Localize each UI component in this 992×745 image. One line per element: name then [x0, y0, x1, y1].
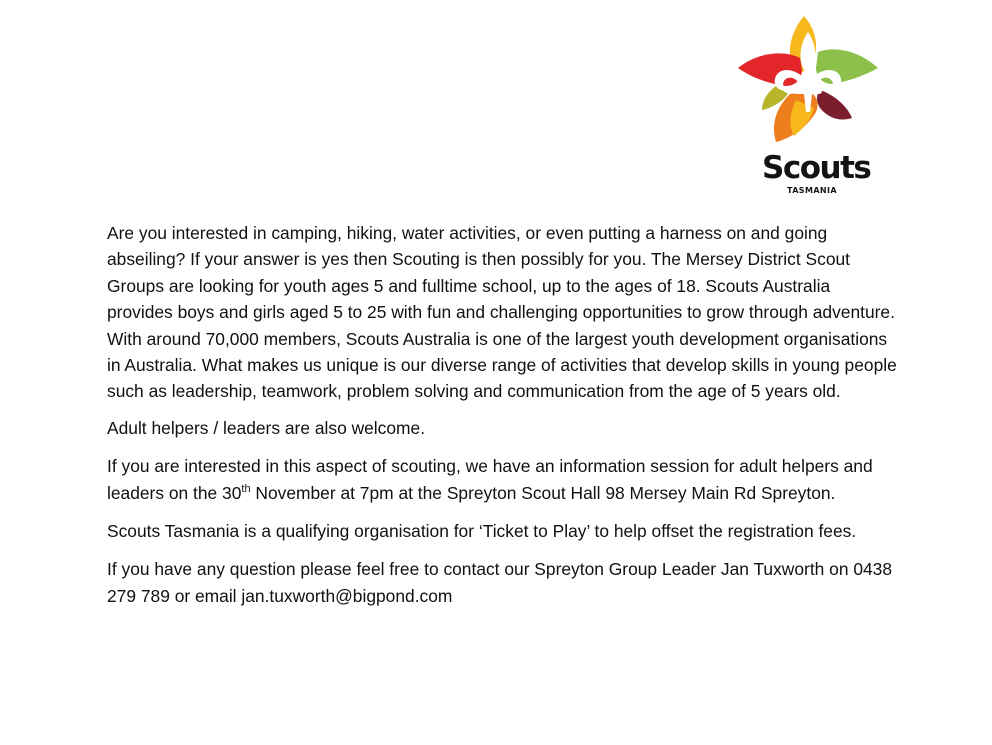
info-session-text-b: November at 7pm at the Spreyton Scout Hall 98 Mersey Main Rd Spreyton.	[250, 482, 836, 503]
adult-helpers-paragraph: Adult helpers / leaders are also welcome.	[107, 417, 426, 438]
logo-wordmark: Scouts	[762, 150, 871, 186]
scouts-tasmania-logo	[728, 10, 888, 200]
contact-paragraph: If you have any question please feel free to contact our Spreyton Group Leader Jan Tuxworth on 0438 279 789 or email jan.tuxworth@bigpond.com	[107, 559, 893, 606]
fleur-de-lis-emblem-icon	[736, 12, 881, 152]
ordinal-suffix: th	[241, 482, 251, 495]
info-session-text-a: If you are interested in this aspect of scouting, we have an information session for adult helpers and leaders on the 30	[107, 456, 873, 503]
intro-paragraph: Are you interested in camping, hiking, water activities, or even putting a harness on and going abseiling? If your answer is yes then Scouting is then possibly for you. The Mersey District Scout Groups are looking for youth ages 5 and fulltime school, up to the ages of 18. Scouts Australia provides boys and girls aged 5 to 25 with fun and challenging opportunities to grow through adventure. With around 70,000 members, Scouts Australia is one of the largest youth development organisations in Australia. What makes us unique is our diverse range of activities that develop skills in young people such as leadership, teamwork, problem solving and communication from the age of 5 years old.	[107, 223, 897, 402]
logo-subtitle: TASMANIA	[786, 186, 837, 195]
info-session-paragraph	[107, 453, 897, 506]
flyer-body	[107, 220, 897, 621]
ticket-to-play-paragraph: Scouts Tasmania is a qualifying organisation for ‘Ticket to Play’ to help offset the registration fees.	[107, 521, 857, 542]
